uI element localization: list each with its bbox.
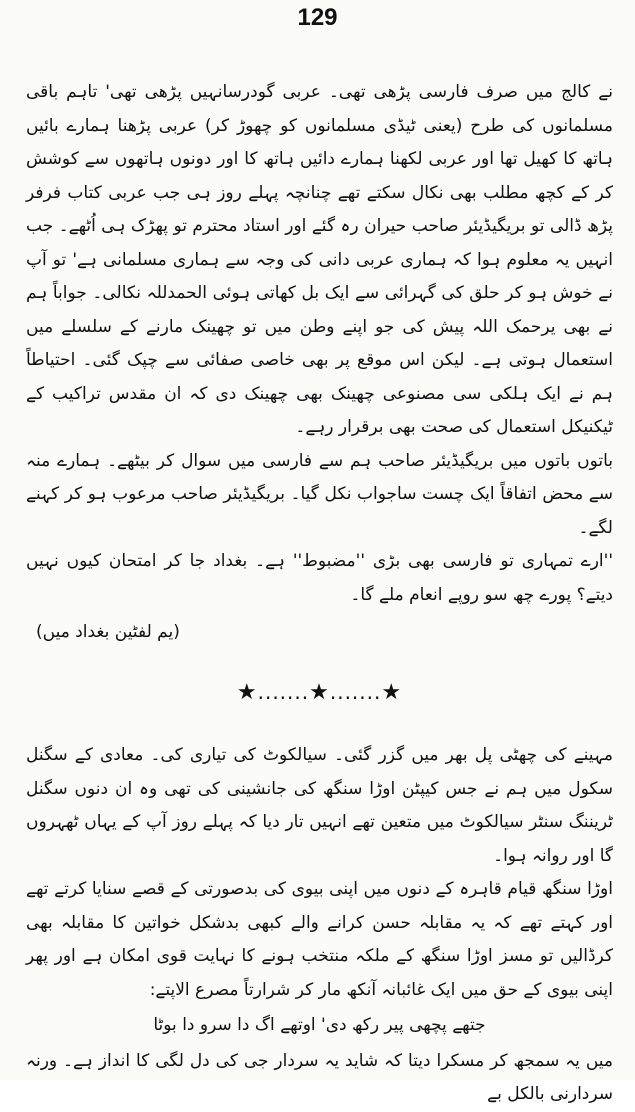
separator-dots: ....... — [329, 679, 382, 704]
last-line: میں یہ سمجھ کر مسکرا دیتا کہ شاید یہ سردار جی کی دل لگی کا انداز ہے۔ ورنہ سردارنی بالکل بے — [26, 1050, 613, 1104]
page-body — [26, 76, 613, 1112]
paragraph-3: ''ارے تمہاری تو فارسی بھی بڑی ''مضبوط'' ہے۔ بغداد جا کر امتحان کیوں نہیں دیتے؟ پورے چھ سو روپے انعام ملے گا۔ — [26, 551, 613, 605]
signature: (یم لفٹین بغداد میں) — [36, 622, 180, 642]
paragraph-5: اوڑا سنگھ قیام قاہرہ کے دنوں میں اپنی بیوی کی بدصورتی کے قصے سنایا کرتے تھے اور کہتے تھے کہ یہ مقابلہ حسن کرانے والے کبھی بدشکل خواتین کا مقابلہ بھی کرڈالیں تو مسز اوڑا سنگھ کے ملکہ منتخب ہونے کا نہایت قوی امکان ہے اور پھر اپنی بیوی کے حق میں ایک غائبانہ آنکھ مار کر شرارتاً مصرع الاپتے: — [26, 879, 613, 1000]
page-number: 129 — [297, 4, 338, 31]
verse-line: جتھے پچھی پیر رکھ دی' اوتھے اگ دا سرو دا بوٹا — [153, 1015, 486, 1035]
paragraph-4: مہینے کی چھٹی پل بھر میں گزر گئی۔ سیالکوٹ کی تیاری کی۔ معادی کے سگنل سکول میں ہم نے جس کیپٹن اوڑا سنگھ کی جانشینی کی تھی وہ ان دنوں سگنل ٹریننگ سنٹر سیالکوٹ میں متعین تھے انہیں تار دیا کہ پہلے روز آپ کے یہاں ٹھہروں گا اور روانہ ہوا۔ — [26, 745, 613, 866]
star-icon: ★ — [381, 679, 403, 705]
separator-dots: ....... — [257, 679, 310, 704]
section-separator — [26, 676, 613, 710]
star-icon: ★ — [309, 679, 330, 705]
star-icon: ★ — [236, 679, 258, 705]
paragraph-1: نے کالج میں صرف فارسی پڑھی تھی۔ عربی گودرسانہیں پڑھی تھی' تاہم باقی مسلمانوں کی طرح (یعنی ٹیڈی مسلمانوں کو چھوڑ کر) عربی پڑھنا ہمارے بائیں ہاتھ کا کھیل تھا اور عربی لکھنا ہمارے دائیں ہاتھ کا اور دونوں ہاتھوں سے کوشش کر کے کچھ مطلب بھی نکال سکتے تھے چنانچہ پہلے روز ہی جب عربی کتاب فرفر پڑھ ڈالی تو بریگیڈیئر صاحب حیران رہ گئے اور استاد محترم تو پھڑک ہی اُٹھے۔ جب انہیں یہ معلوم ہوا کہ ہماری عربی دانی کی وجہ سے ہماری مسلمانی ہے' تو آپ نے خوش ہو کر حلق کی گہرائی سے ایک بل کھاتی ہوئی الحمدللہ نکالی۔ جواباً ہم نے بھی یرحمک اللہ پیش کی جو اپنے وطن میں تو چھینک مارنے کے سلسلے میں استعمال ہوتی ہے۔ لیکن اس موقع پر بھی خاصی صفائی سے چپک گئی۔ احتیاطاً ہم نے ایک ہلکی سی مصنوعی چھینک بھی چھینک دی کہ ان مقدس تراکیب کے ٹیکنیکل استعمال کی صحت بھی برقرار رہے۔ — [26, 82, 613, 437]
paragraph-2: باتوں باتوں میں بریگیڈیئر صاحب ہم سے فارسی میں سوال کر بیٹھے۔ ہمارے منہ سے محض اتفاقاً ایک چست ساجواب نکل گیا۔ بریگیڈیئر صاحب مرعوب ہو کر کہنے لگے۔ — [26, 450, 613, 538]
